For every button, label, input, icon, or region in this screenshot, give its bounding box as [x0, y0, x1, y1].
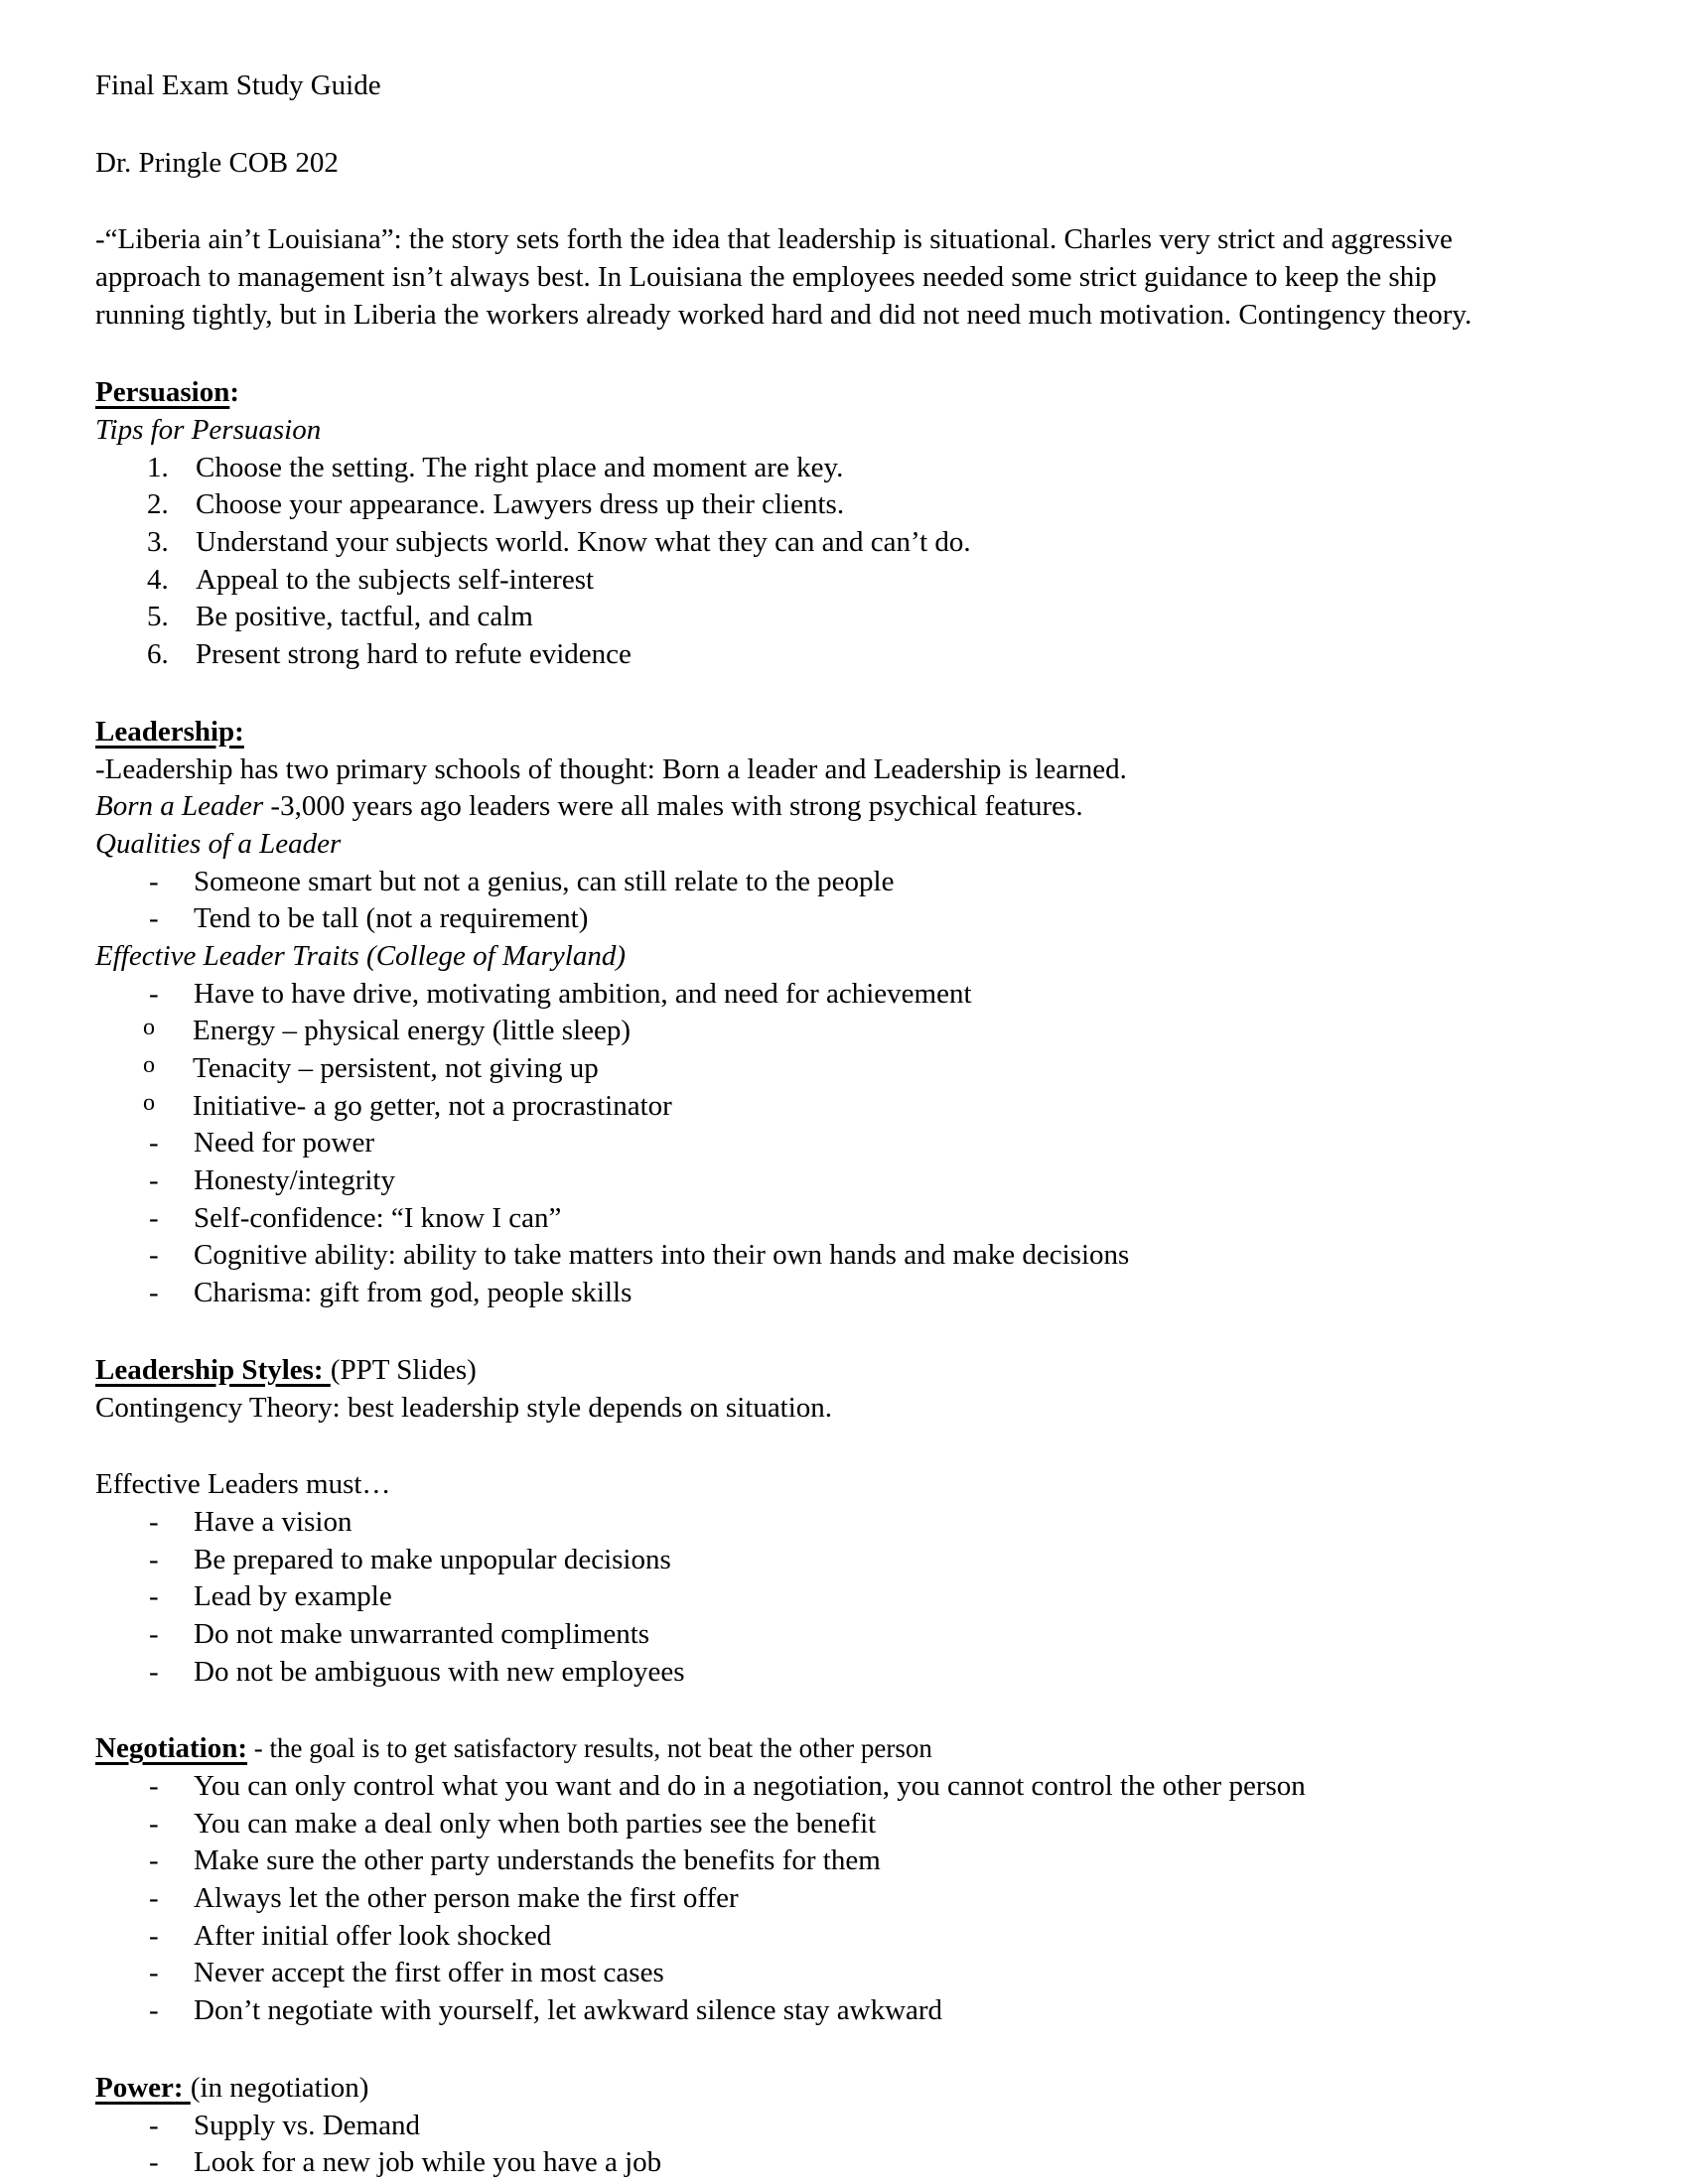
leadership-styles-heading-note: (PPT Slides) — [330, 1353, 477, 1386]
list-marker: 6. — [147, 638, 169, 671]
leadership-schools-line: -Leadership has two primary schools of thought: Born a leader and Leadership is learned. — [95, 752, 1127, 785]
list-text: Supply vs. Demand — [194, 2109, 420, 2141]
list-marker: - — [149, 2146, 159, 2179]
list-text: Tenacity – persistent, not giving up — [193, 1052, 599, 1085]
list-text: Choose your appearance. Lawyers dress up their clients. — [196, 488, 845, 521]
list-item — [95, 1125, 1579, 1162]
qualities-subheading: Qualities of a Leader — [95, 827, 342, 860]
list-text: Do not make unwarranted compliments — [194, 1617, 650, 1650]
spacer — [95, 2030, 1579, 2070]
traits-rest-list — [95, 1125, 1579, 1311]
power-list — [95, 2108, 1579, 2182]
list-marker: - — [149, 1807, 159, 1840]
spacer — [95, 1691, 1579, 1730]
list-text: After initial offer look shocked — [194, 1919, 552, 1952]
effective-leaders-label: Effective Leaders must… — [95, 1468, 391, 1501]
list-item — [95, 636, 1579, 674]
list-text: Honesty/integrity — [194, 1164, 395, 1197]
list-text: Do not be ambiguous with new employees — [194, 1655, 685, 1688]
list-marker: - — [149, 1543, 159, 1575]
list-item — [95, 1013, 1579, 1050]
persuasion-subheading: Tips for Persuasion — [95, 414, 322, 447]
list-item — [95, 2144, 1579, 2182]
list-item — [95, 1806, 1579, 1843]
list-marker: - — [149, 902, 159, 935]
list-marker: - — [149, 977, 159, 1010]
list-item — [95, 1654, 1579, 1692]
list-text: You can only control what you want and do in a negotiation, you cannot control the other person — [194, 1770, 1306, 1803]
list-item — [95, 1955, 1579, 1992]
list-item — [95, 2108, 1579, 2145]
spacer — [95, 1312, 1579, 1352]
list-text: Need for power — [194, 1127, 374, 1160]
document-title: Final Exam Study Guide — [95, 69, 381, 101]
list-item — [95, 450, 1579, 487]
power-heading — [95, 2070, 1579, 2108]
list-marker: 3. — [147, 526, 169, 559]
qualities-list — [95, 864, 1579, 938]
list-marker: - — [149, 2109, 159, 2141]
list-item — [95, 1992, 1579, 2030]
list-item — [95, 1578, 1579, 1616]
leadership-styles-heading-label: Leadership Styles: — [95, 1353, 331, 1386]
list-item — [95, 1504, 1579, 1542]
list-marker: - — [149, 1164, 159, 1197]
leadership-heading-label: Leadership: — [95, 715, 244, 748]
spacer — [95, 1427, 1579, 1466]
spacer — [95, 182, 1579, 221]
list-item — [95, 1275, 1579, 1312]
list-item — [95, 486, 1579, 524]
list-item — [95, 1162, 1579, 1200]
list-marker: - — [149, 1127, 159, 1160]
list-marker: - — [149, 1844, 159, 1877]
list-marker: - — [149, 865, 159, 897]
list-marker: - — [149, 1201, 159, 1234]
list-text: Present strong hard to refute evidence — [196, 638, 632, 671]
list-marker: - — [149, 1505, 159, 1538]
list-item — [95, 1542, 1579, 1579]
persuasion-heading-label: Persuasion — [95, 376, 230, 409]
list-marker: - — [149, 1617, 159, 1650]
list-item — [95, 1237, 1579, 1275]
list-text: Energy – physical energy (little sleep) — [193, 1015, 632, 1047]
list-text: Charisma: gift from god, people skills — [194, 1277, 633, 1309]
list-text: Make sure the other party understands the benefits for them — [194, 1844, 881, 1877]
list-text: Look for a new job while you have a job — [194, 2146, 662, 2179]
traits-subheading: Effective Leader Traits (College of Maryland) — [95, 939, 626, 972]
list-marker: 1. — [147, 451, 169, 483]
list-text: Always let the other person make the first offer — [194, 1882, 739, 1915]
spacer — [95, 335, 1579, 374]
traits-sub-list — [95, 1013, 1579, 1125]
negotiation-heading-note: - the goal is to get satisfactory results, not beat the other person — [247, 1733, 932, 1764]
list-item — [95, 1050, 1579, 1088]
list-marker: - — [149, 1994, 159, 2027]
list-item — [95, 1088, 1579, 1126]
born-a-leader-label: Born a Leader — [95, 790, 264, 823]
list-marker-circle: o — [143, 1089, 155, 1116]
list-marker: - — [149, 1277, 159, 1309]
list-item — [95, 864, 1579, 901]
list-item — [95, 1918, 1579, 1956]
list-text: Cognitive ability: ability to take matters into their own hands and make decisions — [194, 1239, 1130, 1272]
list-item — [95, 1768, 1579, 1806]
list-marker: - — [149, 1655, 159, 1688]
list-marker: - — [149, 1770, 159, 1803]
list-text: You can make a deal only when both parties see the benefit — [194, 1807, 877, 1840]
effective-leaders-list — [95, 1504, 1579, 1691]
born-a-leader-text: -3,000 years ago leaders were all males with strong psychical features. — [263, 790, 1083, 823]
list-text: Be prepared to make unpopular decisions — [194, 1543, 671, 1575]
list-marker: - — [149, 1882, 159, 1915]
list-item — [95, 562, 1579, 600]
list-text: Have to have drive, motivating ambition, and need for achievement — [194, 977, 972, 1010]
negotiation-heading — [95, 1730, 1579, 1768]
born-a-leader-line — [95, 788, 1579, 826]
list-marker: - — [149, 1239, 159, 1272]
list-text: Tend to be tall (not a requirement) — [194, 902, 589, 935]
list-text: Appeal to the subjects self-interest — [196, 563, 595, 596]
leadership-heading — [95, 714, 1579, 751]
list-marker: - — [149, 1580, 159, 1613]
list-item — [95, 1880, 1579, 1918]
list-item — [95, 976, 1579, 1014]
list-marker: 5. — [147, 601, 169, 633]
list-text: Lead by example — [194, 1580, 392, 1613]
list-text: Don’t negotiate with yourself, let awkward silence stay awkward — [194, 1994, 943, 2027]
list-marker-circle: o — [143, 1015, 155, 1041]
list-marker: - — [149, 1957, 159, 1989]
list-marker-circle: o — [143, 1052, 155, 1079]
list-text: Someone smart but not a genius, can still relate to the people — [194, 865, 895, 897]
list-item — [95, 1200, 1579, 1238]
list-text: Be positive, tactful, and calm — [196, 601, 533, 633]
list-marker: - — [149, 1919, 159, 1952]
power-heading-label: Power: — [95, 2071, 191, 2104]
negotiation-list — [95, 1768, 1579, 2030]
power-heading-note: (in negotiation) — [190, 2071, 369, 2104]
list-text: Choose the setting. The right place and moment are key. — [196, 451, 844, 483]
list-marker: 4. — [147, 563, 169, 596]
negotiation-heading-label: Negotiation: — [95, 1732, 248, 1765]
course-line: Dr. Pringle COB 202 — [95, 146, 339, 179]
persuasion-heading-colon: : — [229, 376, 240, 409]
list-text: Initiative- a go getter, not a procrastinator — [193, 1089, 672, 1122]
list-text: Have a vision — [194, 1505, 352, 1538]
persuasion-heading — [95, 374, 1579, 412]
spacer — [95, 674, 1579, 714]
intro-paragraph: -“Liberia ain’t Louisiana”: the story sets forth the idea that leadership is situational. Charles very strict and aggressive approach to management isn’t always best. In Louisiana the employees needed some strict guidance to keep the ship running tightly, but in Liberia the workers already worked hard and did not need much motivation. Contingency theory. — [95, 223, 1473, 332]
persuasion-tips-list — [95, 450, 1579, 674]
list-item — [95, 599, 1579, 636]
leadership-styles-heading — [95, 1352, 1579, 1390]
spacer — [95, 105, 1579, 145]
list-item — [95, 524, 1579, 562]
document-body — [95, 68, 1579, 2182]
list-item — [95, 1843, 1579, 1880]
contingency-theory-line: Contingency Theory: best leadership style depends on situation. — [95, 1391, 833, 1424]
list-text: Self-confidence: “I know I can” — [194, 1201, 562, 1234]
list-text: Never accept the first offer in most cases — [194, 1957, 664, 1989]
list-item — [95, 1616, 1579, 1654]
list-item — [95, 900, 1579, 938]
traits-list — [95, 976, 1579, 1014]
list-text: Understand your subjects world. Know what they can and can’t do. — [196, 526, 971, 559]
list-marker: 2. — [147, 488, 169, 521]
